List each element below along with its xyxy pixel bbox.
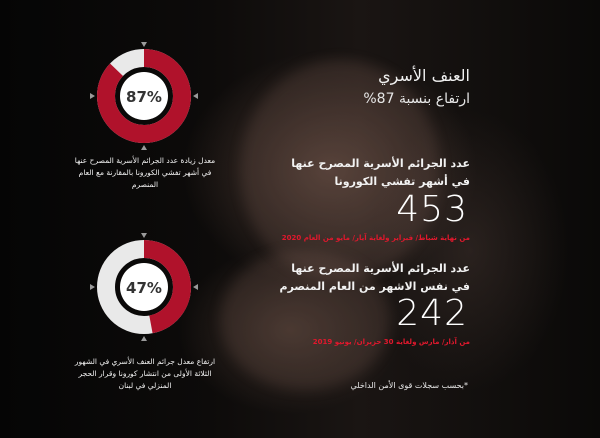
arrow-right-icon (193, 284, 198, 290)
arrow-left-icon (90, 284, 95, 290)
arrow-down-icon (141, 336, 147, 341)
footnote: *بحسب سجلات قوى الأمن الداخلي (350, 381, 468, 390)
page-subtitle: ارتفاع بنسبة 87% (363, 91, 470, 107)
stat-heading: عدد الجرائم الأسرية المصرح عنها في نفس الاشهر من العام المنصرم (279, 262, 470, 293)
stat-value: 242 (396, 293, 468, 334)
gauge-label: 47% (126, 279, 162, 297)
arrow-left-icon (90, 93, 95, 99)
arrow-up-icon (141, 42, 147, 47)
gauge-47 (88, 231, 200, 343)
stat-heading: عدد الجرائم الأسرية المصرح عنها في أشهر تفشي الكورونا (291, 157, 470, 188)
gauge-caption: معدل زيادة عدد الجرائم الأسرية المصرح عنها في أشهر تفشي الكورونا بالمقارنة مع العام المنصرم (74, 156, 216, 189)
stat-period: من نهاية شباط/ فبراير ولغاية آيار/ مايو من العام 2020 (281, 234, 470, 242)
stat-period: من آذار/ مارس ولغاية 30 حزيران/ يونيو 2019 (312, 338, 470, 346)
gauge-87 (88, 40, 200, 152)
gauge-caption: ارتفاع معدل جرائم العنف الأسري في الشهور الثلاثة الأولى من انتشار كورونا وقرار الحجر المنزلي في لبنان (74, 357, 216, 390)
arrow-right-icon (193, 93, 198, 99)
gauge-label: 87% (126, 88, 162, 106)
stat-value: 453 (396, 189, 468, 230)
arrow-down-icon (141, 145, 147, 150)
page-title: العنف الأسري (378, 66, 470, 85)
arrow-up-icon (141, 233, 147, 238)
